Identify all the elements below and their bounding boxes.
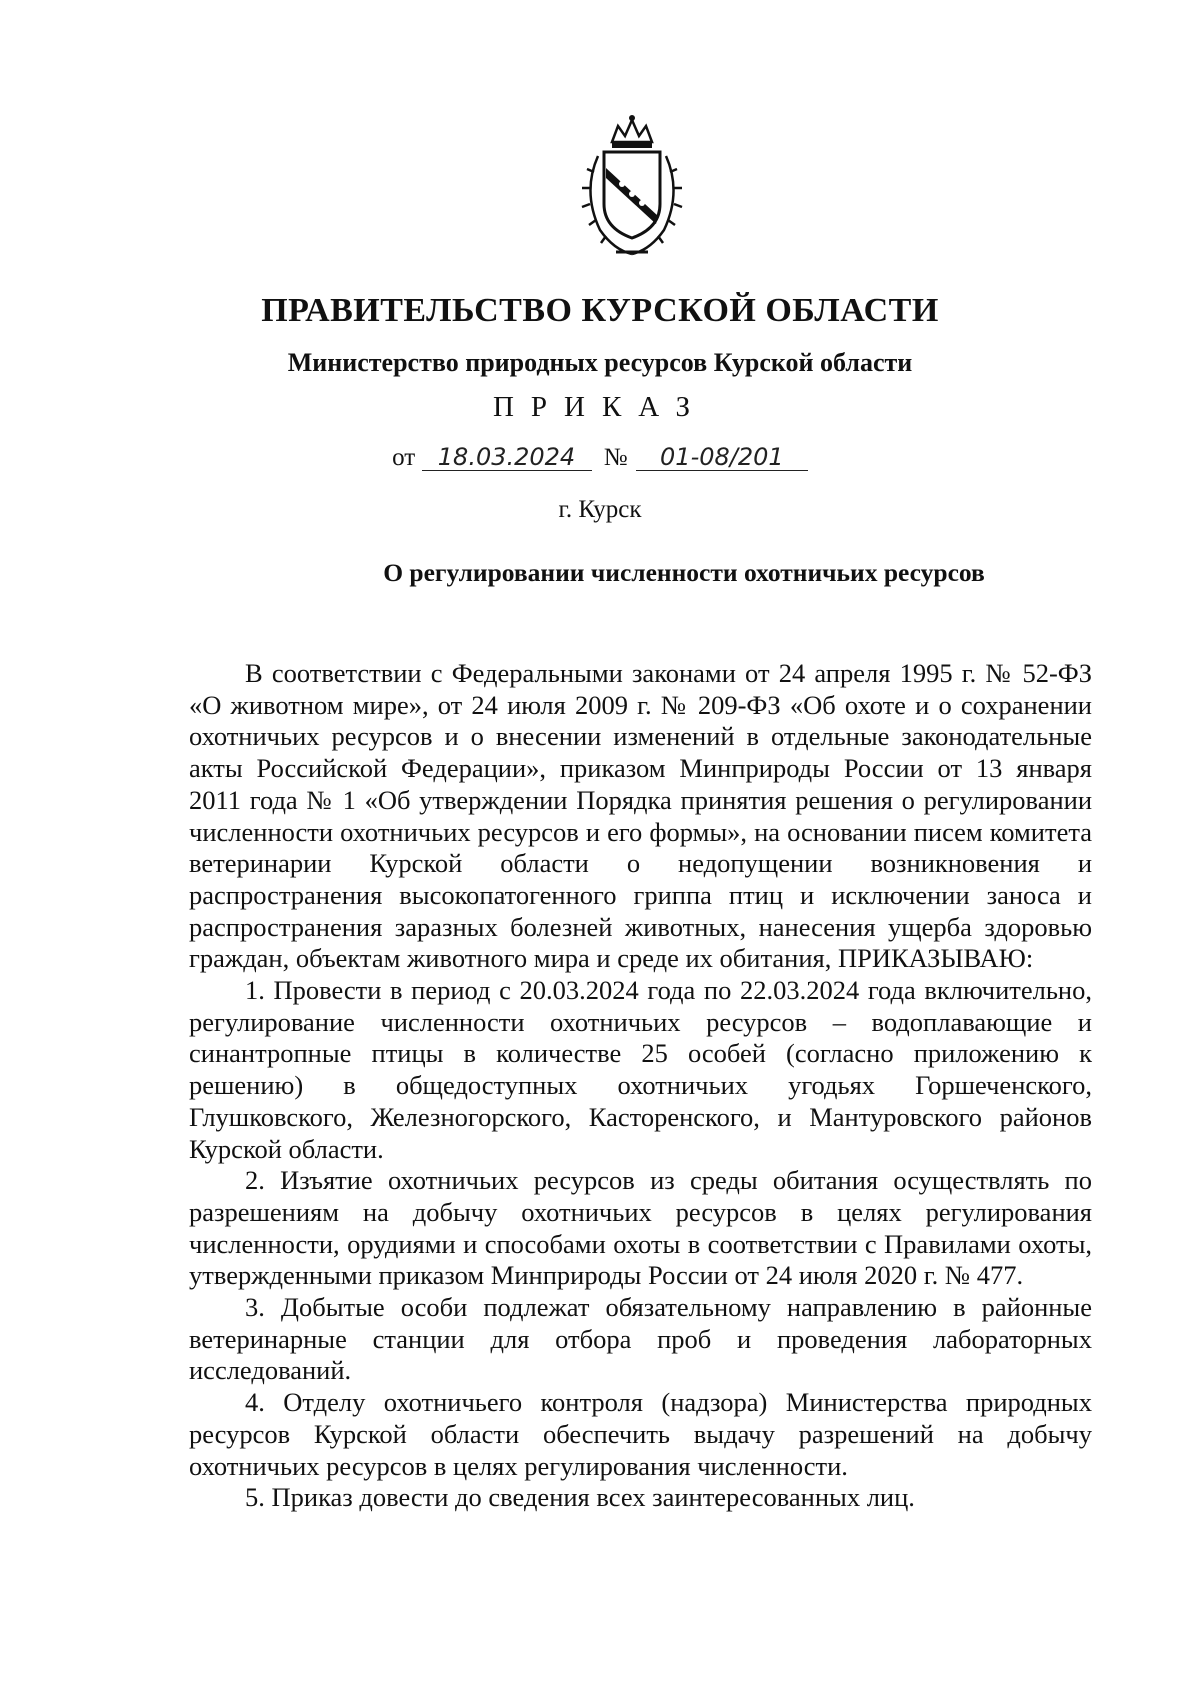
ministry-heading: Министерство природных ресурсов Курской области bbox=[287, 348, 913, 377]
document-body bbox=[189, 658, 1092, 1514]
document-title: О регулировании численности охотничьих ресурсов bbox=[383, 558, 985, 587]
city-label: г. Курск bbox=[558, 496, 642, 523]
document-type-heading: ПРИКАЗ bbox=[492, 391, 708, 423]
order-item-1: 1. Провести в период с 20.03.2024 года по 22.03.2024 года включительно, регулирование численности охотничьих ресурсов – водоплавающие и синантропные птицы в количестве 25 особей (согласно приложению к решению) в общедоступных охотничьих угодьях Горшеченского, Глушковского, Железногорского, Касторенского, и Мантуровского районов Курской области. bbox=[189, 975, 1092, 1164]
preamble-paragraph: В соответствии с Федеральными законами от 24 апреля 1995 г. № 52-ФЗ «О животном мире», от 24 июля 2009 г. № 209-ФЗ «Об охоте и о сохранении охотничьих ресурсов и о внесении изменений в отдельные законодательные акты Российской Федерации», приказом Минприроды России от 13 января 2011 года № 1 «Об утверждении Порядка принятия решения о регулировании численности охотничьих ресурсов и его формы», на основании писем комитета ветеринарии Курской области о недопущении возникновения и распространения высокопатогенного гриппа птиц и исключении заноса и распространения заразных болезней животных, нанесения ущерба здоровью граждан, объектам животного мира и среде их обитания, ПРИКАЗЫВАЮ: bbox=[189, 658, 1092, 974]
order-item-5: 5. Приказ довести до сведения всех заинтересованных лиц. bbox=[245, 1482, 915, 1513]
government-heading: ПРАВИТЕЛЬСТВО КУРСКОЙ ОБЛАСТИ bbox=[261, 292, 939, 329]
handwritten-number: 01-08/201 bbox=[636, 444, 808, 471]
order-item-3: 3. Добытые особи подлежат обязательному направлению в районные ветеринарные станции для отбора проб и проведения лабораторных исследований. bbox=[189, 1292, 1092, 1386]
handwritten-date: 18.03.2024 bbox=[422, 444, 592, 471]
order-item-4: 4. Отделу охотничьего контроля (надзора) Министерства природных ресурсов Курской области обеспечить выдачу разрешений на добычу охотничьих ресурсов в целях регулирования численности. bbox=[189, 1387, 1092, 1481]
coat-of-arms-emblem bbox=[568, 112, 696, 262]
date-label: от bbox=[392, 444, 416, 471]
date-number-line bbox=[0, 444, 1200, 472]
order-item-2: 2. Изъятие охотничьих ресурсов из среды обитания осуществлять по разрешениям на добычу охотничьих ресурсов в целях регулирования численности, орудиями и способами охоты в соответствии с Правилами охоты, утвержденными приказом Минприроды России от 24 июля 2020 г. № 477. bbox=[189, 1165, 1092, 1291]
number-label: № bbox=[603, 444, 628, 471]
